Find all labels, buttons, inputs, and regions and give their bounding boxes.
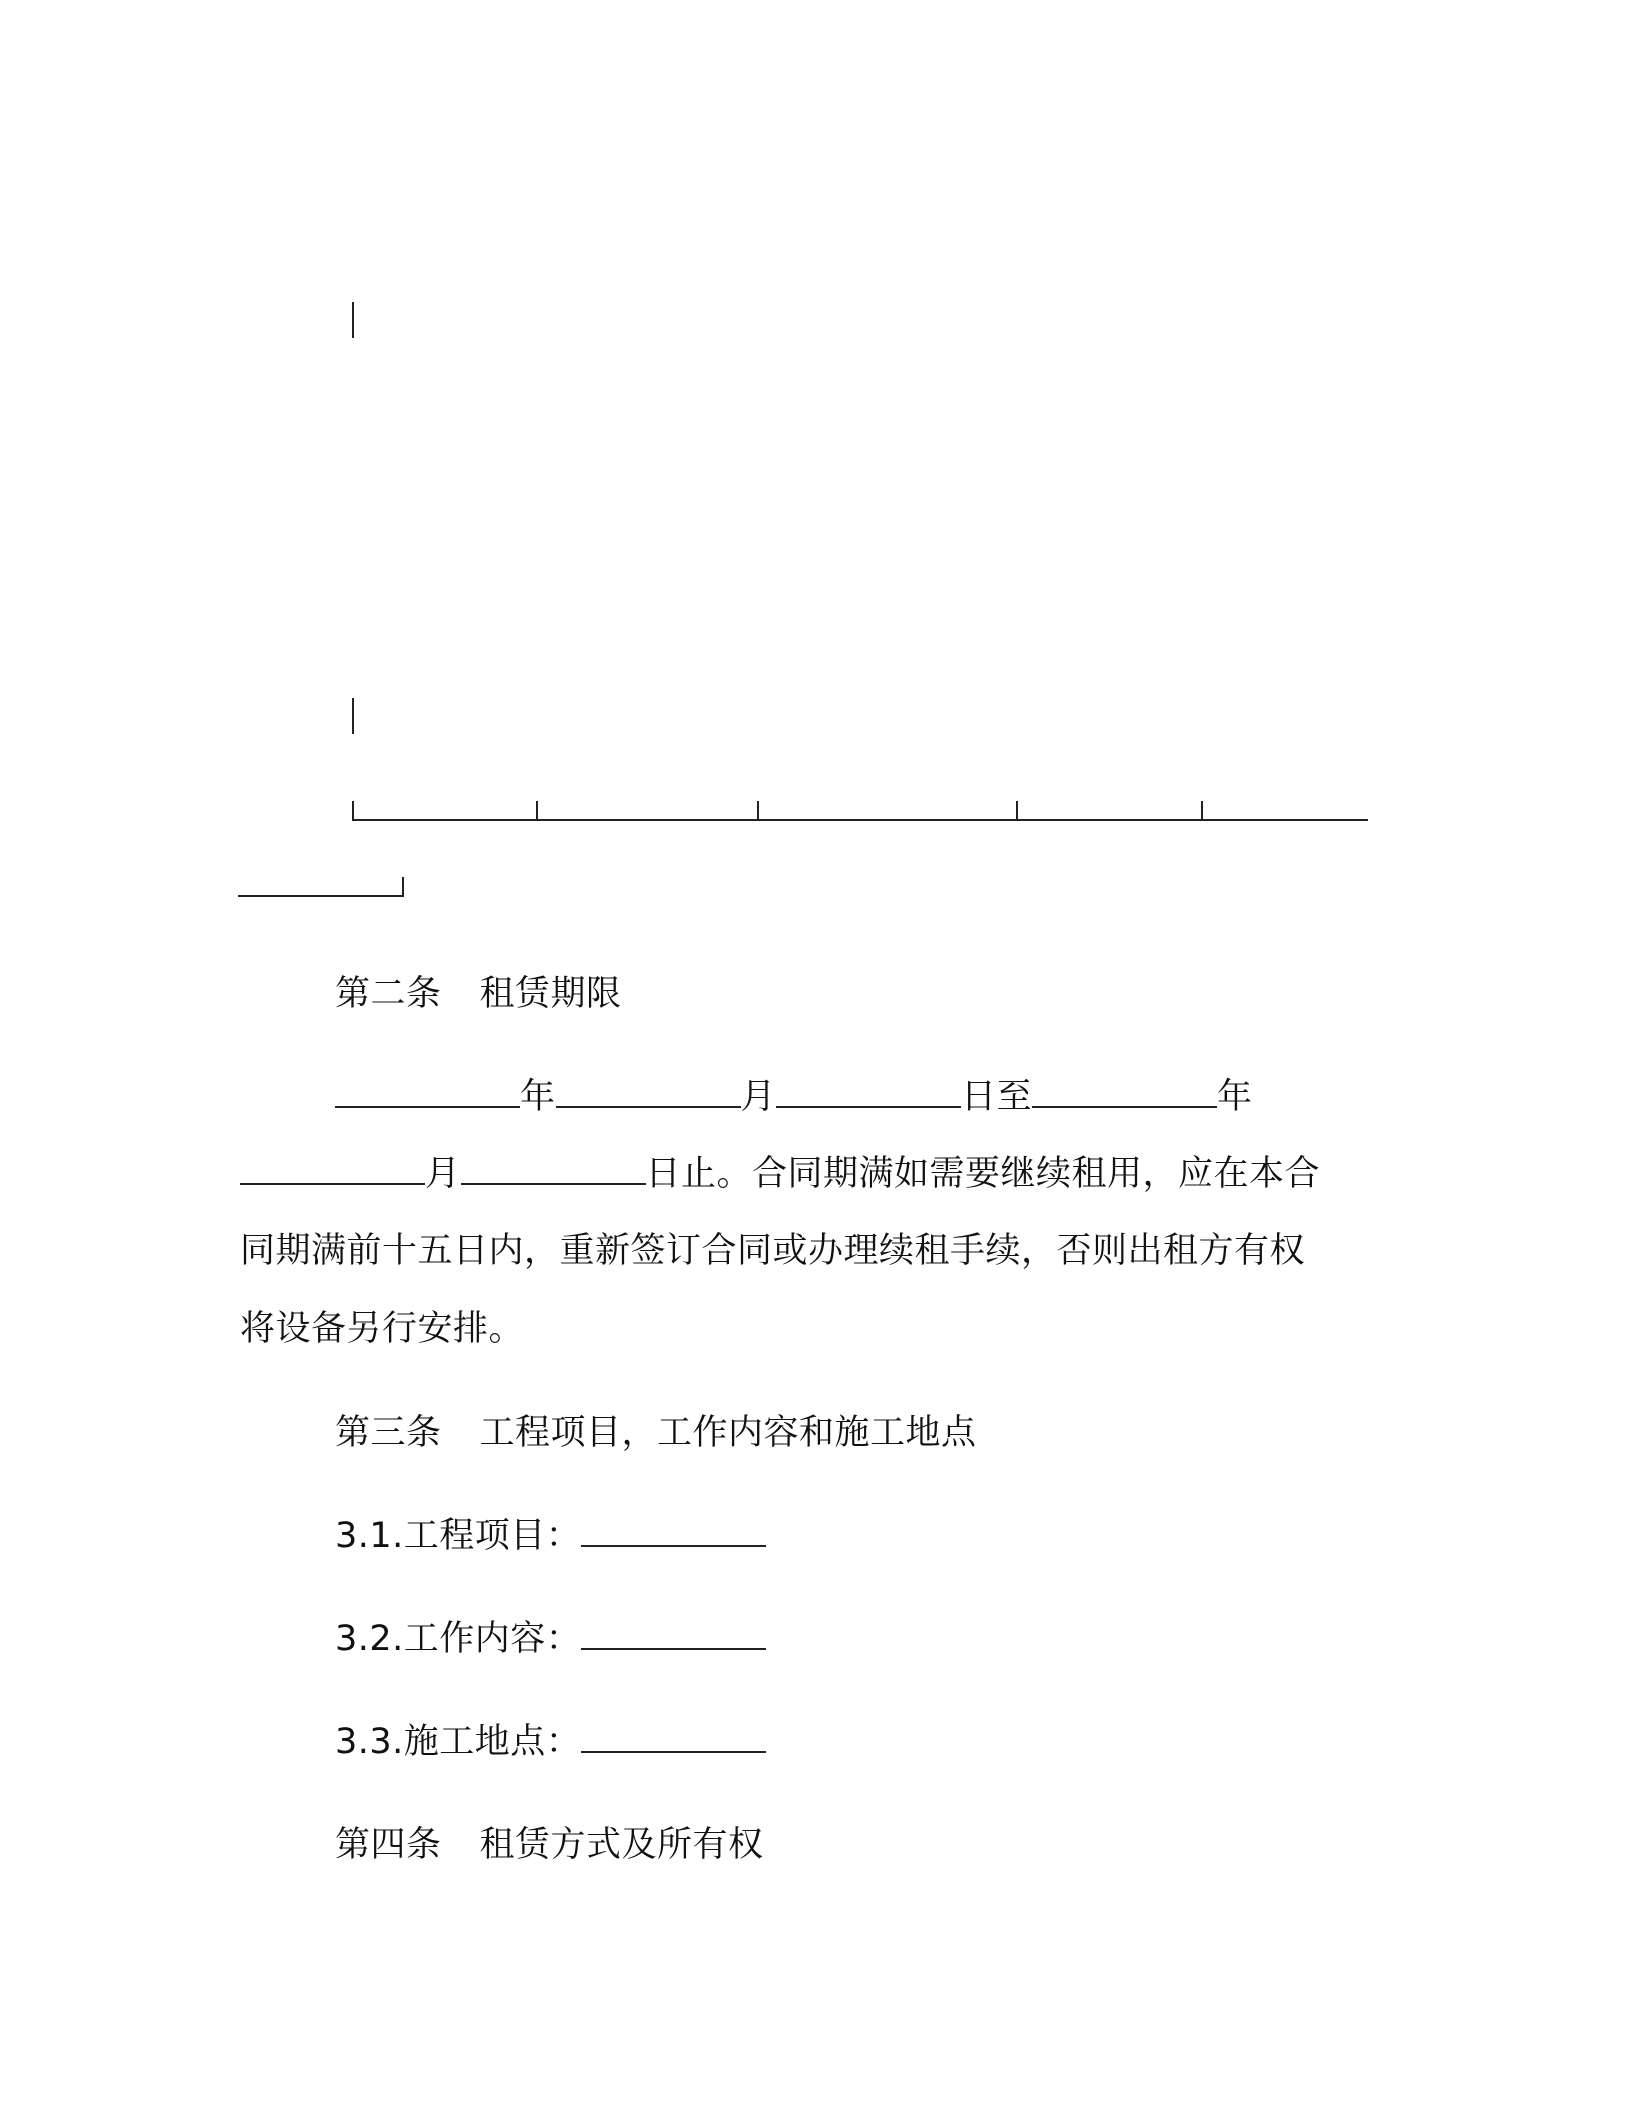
month-start-blank[interactable] xyxy=(556,1072,741,1108)
article-2-title: 租赁期限 xyxy=(479,974,622,1014)
item-2-label: 3.2.工作内容： xyxy=(335,1619,582,1659)
item-1-label: 3.1.工程项目： xyxy=(335,1516,582,1556)
day-to-label: 日至 xyxy=(961,1077,1033,1117)
project-blank[interactable] xyxy=(581,1511,766,1547)
article-2-number: 第二条 xyxy=(335,974,442,1014)
article-3-heading xyxy=(335,1394,977,1472)
month-start-label: 月 xyxy=(740,1077,777,1117)
article-2-line-1 xyxy=(335,1058,1253,1136)
article-4-heading xyxy=(335,1806,764,1884)
article-2-line-3: 同期满前十五日内，重新签订合同或办理续租手续，否则出租方有权 xyxy=(240,1231,1306,1271)
year-end-label: 年 xyxy=(1217,1077,1253,1117)
item-3-label: 3.3.施工地点： xyxy=(335,1722,582,1762)
article-3-item-1 xyxy=(335,1497,766,1575)
year-end-blank[interactable] xyxy=(1032,1072,1217,1108)
table-wrap-line xyxy=(238,895,404,897)
month-end-blank[interactable] xyxy=(240,1149,425,1185)
article-2-line-2 xyxy=(240,1135,1320,1213)
article-2-line-2-text: 日止。合同期满如需要继续租用，应在本合 xyxy=(645,1154,1321,1194)
article-3-item-2 xyxy=(335,1600,766,1678)
article-2-heading xyxy=(335,955,622,1033)
year-start-blank[interactable] xyxy=(335,1072,520,1108)
article-4-title: 租赁方式及所有权 xyxy=(479,1825,764,1865)
table-tick-5 xyxy=(1201,801,1203,821)
article-4-number: 第四条 xyxy=(335,1825,442,1865)
article-3-title: 工程项目，工作内容和施工地点 xyxy=(479,1413,977,1453)
work-content-blank[interactable] xyxy=(581,1614,766,1650)
location-blank[interactable] xyxy=(581,1717,766,1753)
article-3-number: 第三条 xyxy=(335,1413,442,1453)
table-tick-2 xyxy=(536,801,538,821)
month-end-label: 月 xyxy=(425,1154,461,1194)
article-2-line-4: 将设备另行安排。 xyxy=(240,1309,525,1349)
table-tick-3 xyxy=(757,801,759,821)
year-start-label: 年 xyxy=(520,1077,556,1117)
table-border-mid-left xyxy=(352,698,354,734)
day-end-blank[interactable] xyxy=(461,1149,646,1185)
day-start-blank[interactable] xyxy=(776,1072,961,1108)
table-border-top-left xyxy=(352,302,354,338)
table-tick-1 xyxy=(352,801,354,821)
article-3-item-3 xyxy=(335,1703,766,1781)
table-tick-4 xyxy=(1016,801,1018,821)
table-bottom-line xyxy=(352,819,1368,821)
table-wrap-tick xyxy=(402,877,404,897)
